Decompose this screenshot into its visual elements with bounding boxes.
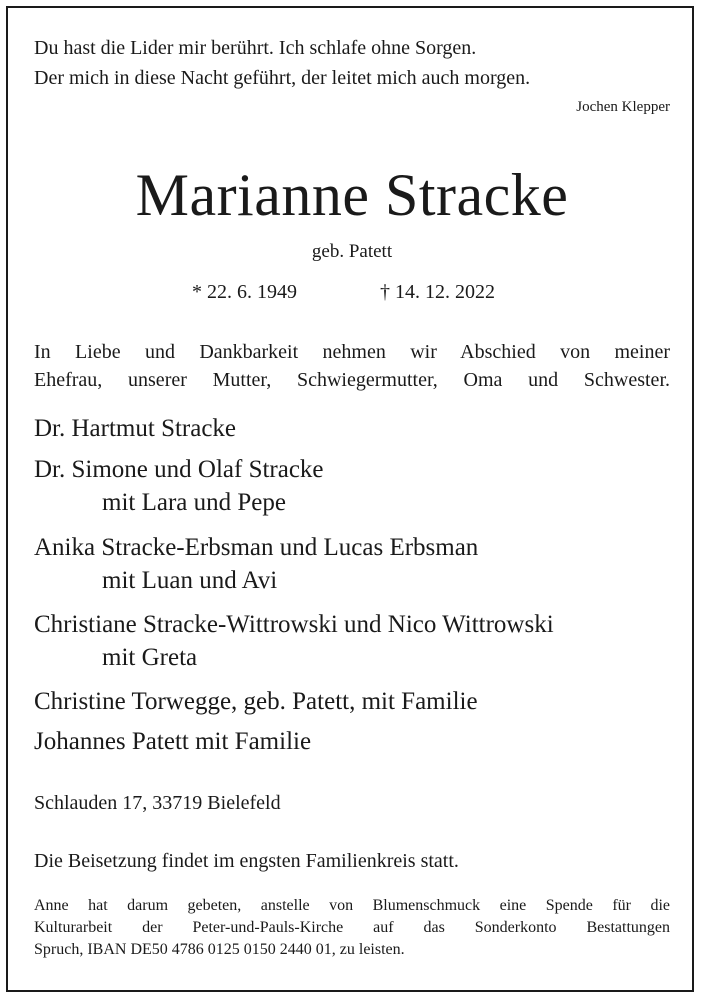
- family-member-children: mit Greta: [102, 644, 198, 671]
- family-member: Dr. Simone und Olaf Stracke: [34, 456, 324, 483]
- burial-notice: Die Beisetzung findet im engsten Familienkreis statt.: [34, 850, 459, 872]
- address: Schlauden 17, 33719 Bielefeld: [34, 792, 281, 814]
- poem-line-2: Der mich in diese Nacht geführt, der leitet mich auch morgen.: [34, 67, 531, 89]
- birth-date: * 22. 6. 1949: [192, 281, 297, 303]
- donation-line-2: Kulturarbeit der Peter-und-Pauls-Kirche auf das Sonderkonto Bestattungen: [34, 919, 670, 936]
- family-member-children: mit Luan und Avi: [102, 567, 278, 594]
- poem-line-1: Du hast die Lider mir berührt. Ich schlafe ohne Sorgen.: [34, 37, 477, 59]
- family-member: Dr. Hartmut Stracke: [34, 415, 237, 442]
- donation-line-1: Anne hat darum gebeten, anstelle von Blumenschmuck eine Spende für die: [34, 897, 670, 914]
- intro-line-2: Ehefrau, unserer Mutter, Schwiegermutter, Oma und Schwester.: [34, 369, 670, 391]
- poem-author: Jochen Klepper: [576, 99, 670, 115]
- death-date: † 14. 12. 2022: [380, 281, 495, 303]
- donation-notice: [34, 895, 670, 961]
- family-member: Christine Torwegge, geb. Patett, mit Familie: [34, 688, 478, 715]
- family-member-children: mit Lara und Pepe: [102, 489, 286, 516]
- donation-line-3: Spruch, IBAN DE50 4786 0125 0150 2440 01, zu leisten.: [34, 941, 405, 958]
- intro-line-1: In Liebe und Dankbarkeit nehmen wir Abschied von meiner: [34, 341, 670, 363]
- family-member: Anika Stracke-Erbsman und Lucas Erbsman: [34, 534, 479, 561]
- family-member: Johannes Patett mit Familie: [34, 728, 312, 755]
- deceased-name: Marianne Stracke: [135, 162, 569, 228]
- family-member: Christiane Stracke-Wittrowski und Nico Wittrowski: [34, 611, 554, 638]
- maiden-name: geb. Patett: [311, 241, 393, 262]
